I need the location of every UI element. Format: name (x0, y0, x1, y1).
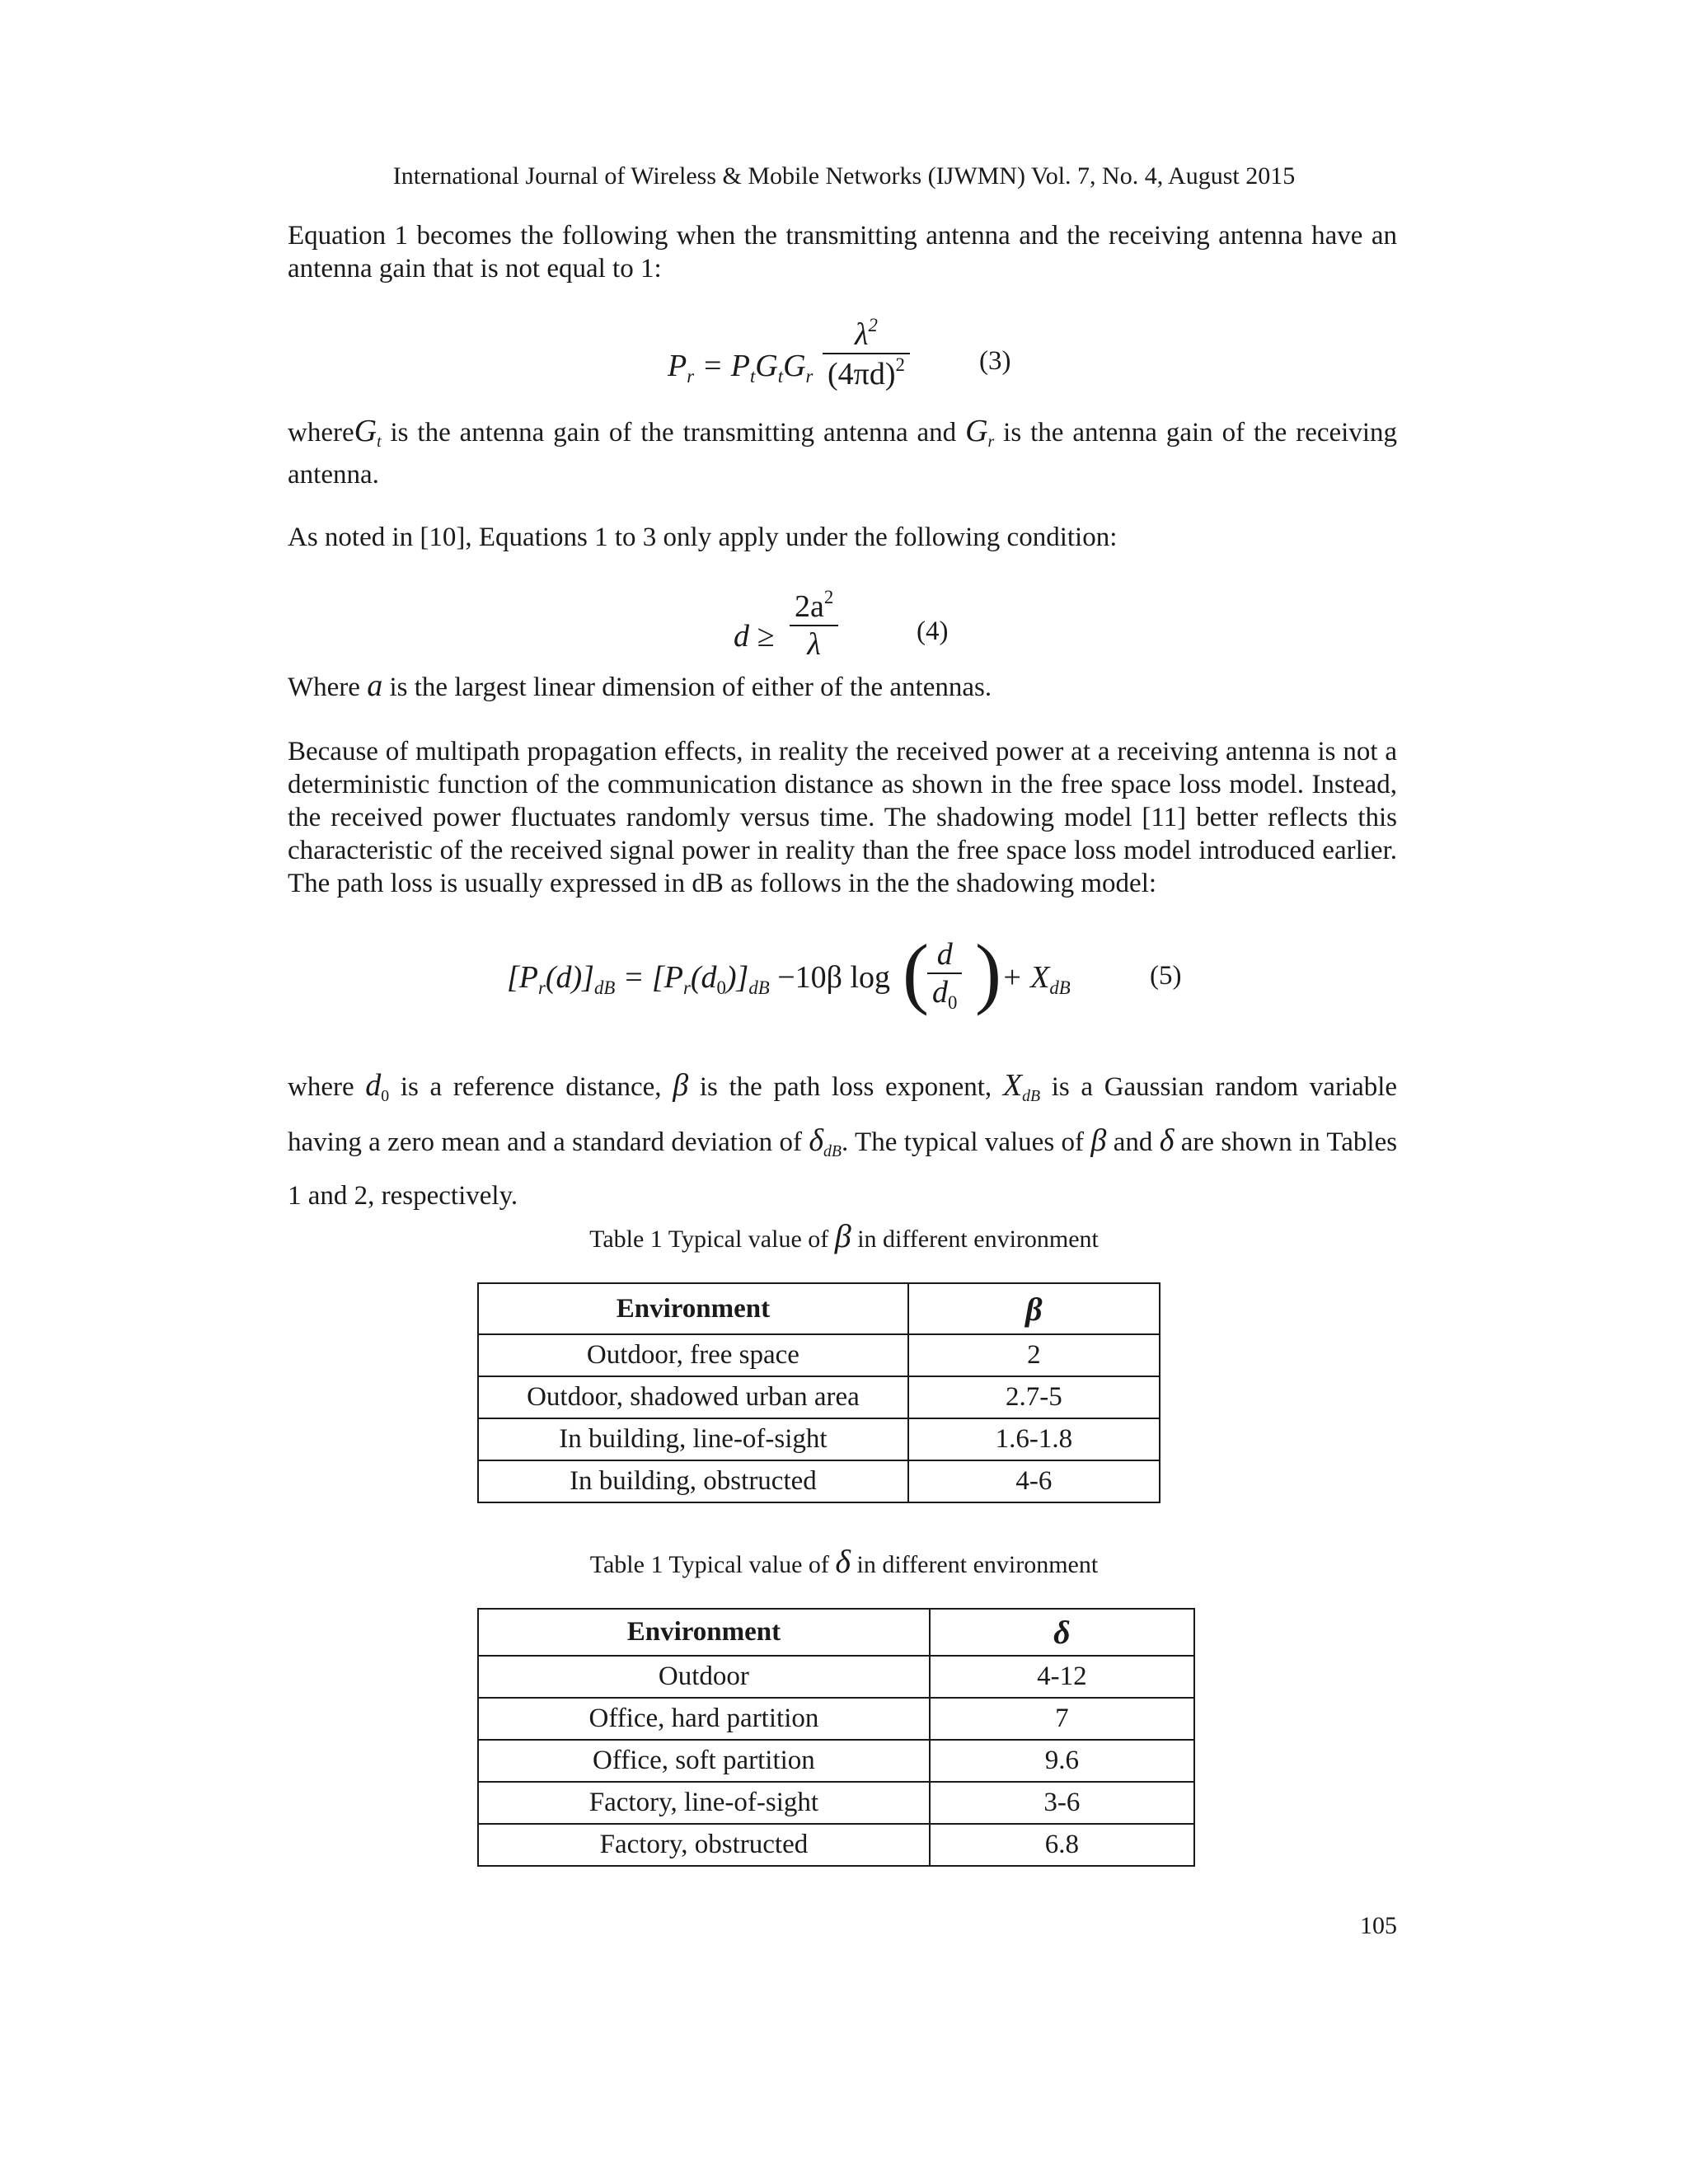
equation-4 (734, 587, 1063, 677)
paragraph-shadowing-model: Because of multipath propagation effects, in reality the received power at a receiving antenna is not a deterministic function of the communication distance as shown in the free space loss model. Instead, the received power fluctuates randomly versus time. The shadowing model [11] better reflects this characteristic of the received signal power in reality than the free space loss model introduced earlier. The path loss is usually expressed in dB as follows in the the shadowing model: (288, 737, 1397, 898)
table-cell-environment: Outdoor, shadowed urban area (478, 1376, 908, 1418)
eq3-num: λ (855, 316, 869, 352)
table1-caption-sym: β (834, 1217, 851, 1254)
eq5-db: dB (593, 977, 616, 998)
p6-d0: d (365, 1068, 382, 1103)
equation-5: $[P_r(d)]_{dB} = [P_r(d_0)]_{dB} -10\beta$ log ( $\frac{d}{d_0}$ ) + $X_{dB}$ (5) (507, 928, 1182, 1016)
eq4-num: 2a (795, 588, 824, 624)
paragraph-condition: As noted in [10], Equations 1 to 3 only apply under the following condition: (288, 523, 1118, 552)
running-header: International Journal of Wireless & Mobile Networks (IJWMN) Vol. 7, No. 4, August 2015 (392, 162, 1296, 190)
table2-caption-sym: δ (835, 1543, 851, 1580)
eq3-den-sup: 2 (895, 354, 905, 375)
p6-delta: δ (809, 1122, 824, 1158)
table-cell-environment: Office, hard partition (478, 1698, 930, 1740)
eq5-den-sub: 0 (948, 991, 958, 1013)
p4-pre: Where (288, 673, 360, 702)
p2-mid: is the antenna gain of the transmitting antenna and (390, 418, 957, 448)
eq3-rhs: = P (701, 349, 750, 383)
table-row (478, 1334, 1160, 1376)
table2-caption-pre: Table 1 Typical value of (589, 1551, 829, 1578)
table-header-row (478, 1283, 1160, 1334)
eq5-den: d (932, 975, 948, 1010)
p6-s3: is the path loss exponent, (699, 1072, 992, 1102)
eq5-t1: [P (507, 960, 538, 995)
table-cell-environment: In building, line-of-sight (478, 1418, 908, 1460)
table-cell-environment: Outdoor (478, 1656, 930, 1698)
p2-gr-sub: r (987, 432, 995, 451)
eq3-gr: G (783, 349, 806, 383)
eq4-num-sup: 2 (823, 587, 834, 607)
table-1-caption (0, 1216, 1688, 1255)
eq5-x-sub: dB (1049, 977, 1071, 998)
eq4-den: λ (790, 625, 838, 663)
table-row (478, 1418, 1160, 1460)
table-row (478, 1460, 1160, 1502)
table-cell-environment: Factory, obstructed (478, 1824, 930, 1866)
p6-x: X (1002, 1068, 1023, 1103)
equation-4-number: (4) (917, 616, 949, 646)
equation-3-number: (3) (979, 346, 1011, 376)
equation-3: $P_r = P_tG_tG_r$ $\frac{\lambda^2}{(4\pi d)^2}$ (3) (668, 315, 1011, 391)
p2-end: is the antenna gain of the receiving antenna. (288, 418, 1397, 490)
table2-caption-post: in different environment (856, 1551, 1099, 1578)
eq4-lhs: d ≥ (734, 619, 775, 654)
p6-delta2: δ (1159, 1122, 1175, 1158)
p4-a: a (367, 668, 383, 703)
p4-post: is the largest linear dimension of either of the antennas. (389, 673, 992, 702)
p6-s4: is a Gaussian random variable having a zero mean and a standard deviation of (288, 1072, 1398, 1157)
eq3-lhs: P (668, 349, 687, 383)
p6-d0-sub: 0 (381, 1086, 390, 1105)
eq5-eq: = [P (622, 960, 683, 995)
table-cell-environment: In building, obstructed (478, 1460, 908, 1502)
table-row (478, 1376, 1160, 1418)
table-cell-environment: Factory, line-of-sight (478, 1782, 930, 1824)
eq5-t3-sub: r (682, 977, 691, 998)
equation-5-number: (5) (1150, 961, 1182, 991)
table-header-beta: β (908, 1283, 1160, 1334)
paragraph-a-definition (288, 669, 1397, 704)
eq5-t2: (d)] (545, 960, 594, 995)
eq3-fraction (823, 315, 910, 392)
eq3-lhs-sub: r (687, 365, 695, 387)
paragraph-gt-gr-definition (288, 415, 1397, 491)
table-header-environment: Environment (478, 1283, 908, 1334)
p6-s1: where (288, 1072, 354, 1102)
table-row (478, 1740, 1194, 1782)
table-row (478, 1698, 1194, 1740)
table-cell-value: 9.6 (930, 1740, 1194, 1782)
p6-delta-sub: dB (823, 1141, 842, 1160)
eq5-num: d (936, 937, 953, 972)
table-1-path-loss-exponent (477, 1282, 1160, 1503)
table-cell-environment: Office, soft partition (478, 1740, 930, 1782)
table-cell-environment: Outdoor, free space (478, 1334, 908, 1376)
paragraph-variables-definition (288, 1063, 1397, 1218)
eq3-gt: G (755, 349, 778, 383)
table-header-delta: δ (930, 1609, 1194, 1656)
page-number: 105 (1360, 1912, 1397, 1939)
table-cell-value: 2.7-5 (908, 1376, 1160, 1418)
table-cell-value: 3-6 (930, 1782, 1194, 1824)
table-cell-value: 6.8 (930, 1824, 1194, 1866)
eq4-fraction (790, 587, 838, 663)
p6-beta2: β (1090, 1122, 1107, 1158)
table-cell-value: 2 (908, 1334, 1160, 1376)
p6-s6: and (1113, 1127, 1153, 1157)
table-row (478, 1824, 1194, 1866)
table-2-caption (0, 1542, 1688, 1581)
table-cell-value: 1.6-1.8 (908, 1418, 1160, 1460)
table-2-standard-deviation (477, 1608, 1195, 1867)
table-cell-value: 4-12 (930, 1656, 1194, 1698)
eq5-fraction (927, 936, 962, 1014)
eq5-t5: )] (725, 960, 749, 995)
eq5-t1-sub: r (538, 977, 546, 998)
p2-gt: G (354, 414, 377, 448)
p2-gt-sub: t (377, 432, 382, 451)
table1-caption-pre: Table 1 Typical value of (589, 1226, 829, 1253)
table-row (478, 1656, 1194, 1698)
eq5-left-paren: ( (903, 928, 929, 1016)
eq3-den: (4πd) (828, 356, 896, 391)
table-header-row (478, 1609, 1194, 1656)
p6-s2: is a reference distance, (400, 1072, 662, 1102)
table-cell-value: 7 (930, 1698, 1194, 1740)
eq3-num-sup: 2 (868, 315, 878, 335)
eq5-right-paren: ) (975, 928, 1001, 1016)
table1-caption-post: in different environment (857, 1226, 1099, 1253)
paragraph-antenna-gain-intro: Equation 1 becomes the following when the transmitting antenna and the receiving antenna have an antenna gain that is not equal to 1: (288, 221, 1397, 284)
eq5-t4-sub: 0 (716, 977, 726, 998)
table-cell-value: 4-6 (908, 1460, 1160, 1502)
table-header-environment: Environment (478, 1609, 930, 1656)
p6-s5: . The typical values of (842, 1127, 1085, 1157)
p2-gr: G (965, 414, 988, 448)
p2-where: where (288, 418, 354, 448)
eq5-minus: −10β log (777, 960, 891, 995)
table-row (478, 1782, 1194, 1824)
eq5-t4: (d (690, 960, 717, 995)
p6-s7: are shown in Tables 1 and 2, respectively. (288, 1127, 1398, 1211)
p6-x-sub: dB (1022, 1086, 1041, 1105)
eq5-plus: + X (1001, 960, 1050, 995)
p6-beta: β (673, 1068, 689, 1103)
